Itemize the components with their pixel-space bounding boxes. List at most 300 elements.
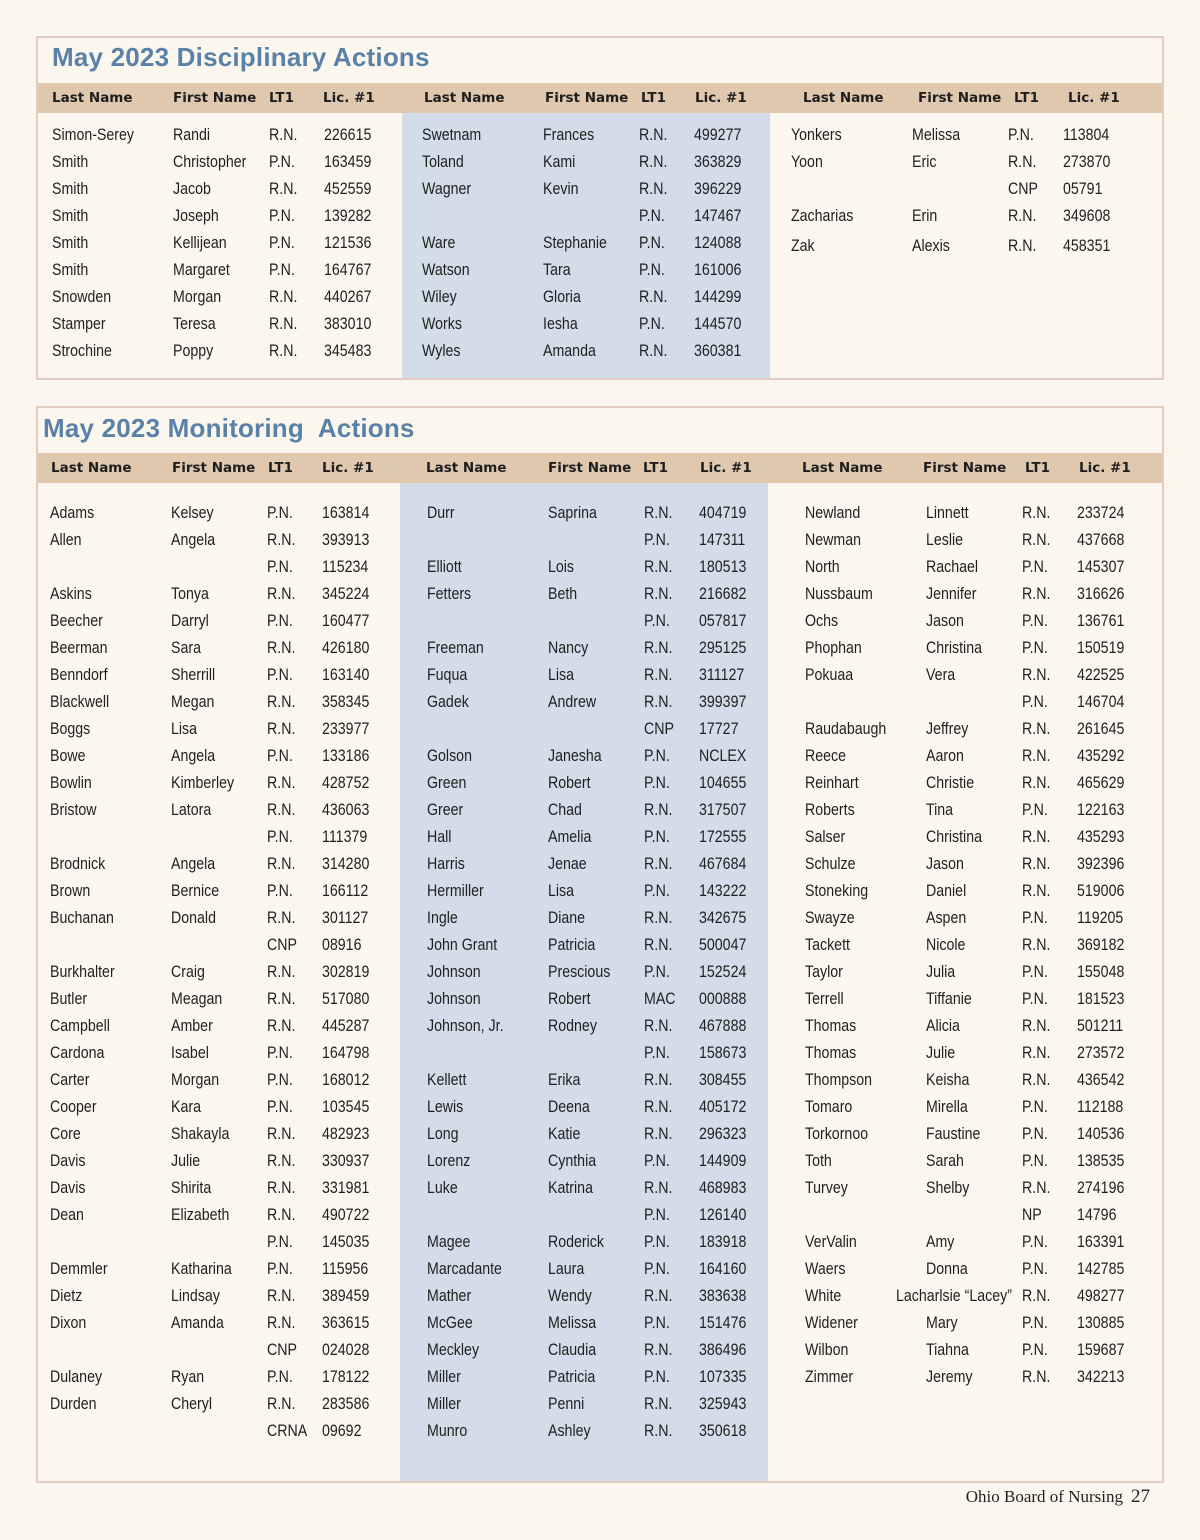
first-name: Leslie	[926, 531, 964, 549]
license-number: 138535	[1077, 1152, 1125, 1170]
license-number: 164160	[699, 1260, 747, 1278]
table-row	[791, 176, 1151, 203]
license-type: R.N.	[639, 180, 668, 198]
header-lic: Lic. #1	[1068, 90, 1120, 106]
license-type: R.N.	[639, 342, 668, 360]
first-name: Darryl	[171, 612, 209, 630]
table-row	[52, 122, 412, 149]
license-number: 468983	[699, 1179, 747, 1197]
license-type: CNP	[267, 1341, 297, 1359]
table-row	[427, 1202, 787, 1229]
last-name: Brown	[50, 882, 91, 900]
first-name: Erika	[548, 1071, 581, 1089]
license-number: 273870	[1063, 153, 1111, 171]
license-number: 166112	[322, 882, 369, 900]
license-type: P.N.	[269, 261, 295, 279]
first-name: Randi	[173, 126, 211, 144]
table-row	[422, 257, 782, 284]
license-type: R.N.	[1022, 666, 1051, 684]
header-first-name: First Name	[545, 90, 629, 106]
license-number: 161006	[694, 261, 742, 279]
last-name: Simon-Serey	[52, 126, 135, 144]
license-type: P.N.	[269, 153, 295, 171]
license-type: P.N.	[644, 1152, 670, 1170]
first-name: Katrina	[548, 1179, 593, 1197]
license-number: 126140	[699, 1206, 747, 1224]
license-number: 147467	[694, 207, 742, 225]
first-name: Donald	[171, 909, 216, 927]
last-name: Wagner	[422, 180, 472, 198]
first-name: Amanda	[543, 342, 596, 360]
header-lic: Lic. #1	[700, 460, 752, 476]
license-type: R.N.	[1022, 774, 1051, 792]
first-name: Tonya	[171, 585, 209, 603]
license-type: P.N.	[1022, 1341, 1048, 1359]
license-type: P.N.	[644, 1368, 670, 1386]
last-name: Green	[427, 774, 467, 792]
license-number: 05791	[1063, 180, 1103, 198]
first-name: Amanda	[171, 1314, 224, 1332]
table-row	[50, 1283, 410, 1310]
license-type: R.N.	[644, 693, 673, 711]
license-type: P.N.	[267, 612, 293, 630]
license-number: 147311	[699, 531, 746, 549]
last-name: Hall	[427, 828, 452, 846]
table-row	[805, 1013, 1165, 1040]
last-name: Dean	[50, 1206, 84, 1224]
table-row	[805, 500, 1165, 527]
license-number: 159687	[1077, 1341, 1125, 1359]
last-name: Marcadante	[427, 1260, 502, 1278]
publisher-name: Ohio Board of Nursing	[965, 1487, 1123, 1506]
first-name: Nancy	[548, 639, 589, 657]
table-row	[52, 230, 412, 257]
first-name: Jeffrey	[926, 720, 969, 738]
monitoring-actions-section	[36, 406, 1164, 1483]
first-name: Morgan	[171, 1071, 220, 1089]
license-number: 226615	[324, 126, 372, 144]
license-type: R.N.	[269, 126, 298, 144]
table-row	[427, 1310, 787, 1337]
license-type: P.N.	[639, 315, 665, 333]
first-name: Poppy	[173, 342, 214, 360]
first-name: Laura	[548, 1260, 585, 1278]
license-type: P.N.	[1022, 990, 1048, 1008]
license-number: 180513	[699, 558, 747, 576]
license-number: 160477	[322, 612, 370, 630]
last-name: Zak	[791, 237, 815, 255]
last-name: Taylor	[805, 963, 843, 981]
table-row	[50, 1256, 410, 1283]
license-type: R.N.	[267, 531, 296, 549]
license-number: 164798	[322, 1044, 370, 1062]
license-number: 155048	[1077, 963, 1125, 981]
last-name: Miller	[427, 1395, 461, 1413]
last-name: Davis	[50, 1179, 86, 1197]
first-name: Shirita	[171, 1179, 212, 1197]
table-row	[50, 932, 410, 959]
license-number: 396229	[694, 180, 742, 198]
table-row	[805, 1364, 1165, 1391]
table-row	[427, 716, 787, 743]
license-number: 124088	[694, 234, 742, 252]
table-row	[427, 635, 787, 662]
license-type: P.N.	[1022, 963, 1048, 981]
last-name: Nussbaum	[805, 585, 873, 603]
license-type: P.N.	[267, 828, 293, 846]
license-type: R.N.	[269, 288, 298, 306]
first-name: Latora	[171, 801, 212, 819]
license-number: 358345	[322, 693, 370, 711]
table-row	[805, 1202, 1165, 1229]
first-name: Sherrill	[171, 666, 216, 684]
table-row	[427, 824, 787, 851]
license-number: 445287	[322, 1017, 370, 1035]
first-name: Vera	[926, 666, 956, 684]
table-row	[427, 581, 787, 608]
table-row	[50, 1121, 410, 1148]
license-type: R.N.	[267, 909, 296, 927]
table-row	[805, 1040, 1165, 1067]
license-number: 345224	[322, 585, 370, 603]
license-number: 440267	[324, 288, 372, 306]
license-type: R.N.	[267, 990, 296, 1008]
license-type: P.N.	[1022, 909, 1048, 927]
table-row	[50, 554, 410, 581]
license-number: 274196	[1077, 1179, 1125, 1197]
license-number: 498277	[1077, 1287, 1125, 1305]
table-row	[422, 176, 782, 203]
license-number: 501211	[1077, 1017, 1124, 1035]
last-name: Zacharias	[791, 207, 854, 225]
table-row	[427, 527, 787, 554]
license-number: 436542	[1077, 1071, 1125, 1089]
license-type: R.N.	[639, 153, 668, 171]
first-name: Chad	[548, 801, 582, 819]
disciplinary-header-row	[38, 83, 1162, 113]
table-row	[52, 311, 412, 338]
license-number: 133186	[322, 747, 370, 765]
last-name: Newland	[805, 504, 861, 522]
last-name: Terrell	[805, 990, 844, 1008]
last-name: Burkhalter	[50, 963, 115, 981]
table-row	[52, 257, 412, 284]
header-lt1: LT1	[268, 460, 293, 476]
license-number: 435292	[1077, 747, 1125, 765]
license-type: R.N.	[267, 774, 296, 792]
license-type: P.N.	[267, 1044, 293, 1062]
license-number: 163814	[322, 504, 370, 522]
header-lic: Lic. #1	[323, 90, 375, 106]
license-number: 360381	[694, 342, 742, 360]
last-name: Johnson	[427, 963, 481, 981]
last-name: Dixon	[50, 1314, 87, 1332]
license-type: NP	[1022, 1206, 1042, 1224]
last-name: Carter	[50, 1071, 90, 1089]
table-row	[422, 338, 782, 365]
last-name: Watson	[422, 261, 470, 279]
header-lt1: LT1	[641, 90, 666, 106]
license-type: P.N.	[267, 666, 293, 684]
first-name: Penni	[548, 1395, 585, 1413]
license-type: P.N.	[644, 963, 670, 981]
license-number: 261645	[1077, 720, 1125, 738]
table-row	[805, 1094, 1165, 1121]
last-name: Tackett	[805, 936, 850, 954]
last-name: Newman	[805, 531, 861, 549]
table-row	[805, 689, 1165, 716]
license-type: R.N.	[644, 1098, 673, 1116]
license-number: 140536	[1077, 1125, 1125, 1143]
first-name: Rachael	[926, 558, 979, 576]
last-name: Gadek	[427, 693, 469, 711]
license-number: 435293	[1077, 828, 1125, 846]
table-row	[805, 1229, 1165, 1256]
license-number: 172555	[699, 828, 747, 846]
first-name: Lisa	[548, 882, 575, 900]
license-type: R.N.	[1022, 720, 1051, 738]
first-name: Julia	[926, 963, 956, 981]
first-name: Linnett	[926, 504, 969, 522]
first-name: Beth	[548, 585, 578, 603]
first-name: Christina	[926, 639, 982, 657]
header-first-name: First Name	[918, 90, 1002, 106]
table-row	[805, 581, 1165, 608]
license-number: 142785	[1077, 1260, 1125, 1278]
license-type: P.N.	[644, 1044, 670, 1062]
license-type: R.N.	[267, 1314, 296, 1332]
last-name: Thomas	[805, 1044, 857, 1062]
table-row	[805, 905, 1165, 932]
license-number: 490722	[322, 1206, 370, 1224]
last-name: Wiley	[422, 288, 457, 306]
last-name: Swayze	[805, 909, 855, 927]
license-number: 000888	[699, 990, 747, 1008]
table-row	[791, 203, 1151, 230]
table-row	[427, 554, 787, 581]
first-name: Erin	[912, 207, 938, 225]
license-number: 393913	[322, 531, 370, 549]
license-type: R.N.	[639, 126, 668, 144]
first-name: Alexis	[912, 237, 950, 255]
license-number: 143222	[699, 882, 747, 900]
license-type: R.N.	[644, 1287, 673, 1305]
last-name: Golson	[427, 747, 472, 765]
license-number: 383638	[699, 1287, 747, 1305]
license-type: R.N.	[267, 1017, 296, 1035]
first-name: Frances	[543, 126, 595, 144]
table-row	[427, 1229, 787, 1256]
last-name: Roberts	[805, 801, 855, 819]
table-row	[50, 689, 410, 716]
license-type: R.N.	[1022, 531, 1051, 549]
license-type: R.N.	[1022, 1179, 1051, 1197]
last-name: Wyles	[422, 342, 461, 360]
license-number: 145035	[322, 1233, 370, 1251]
table-row	[427, 1094, 787, 1121]
license-type: P.N.	[1022, 1098, 1048, 1116]
license-number: 139282	[324, 207, 372, 225]
header-first-name: First Name	[548, 460, 632, 476]
license-number: 517080	[322, 990, 370, 1008]
license-type: R.N.	[1022, 1044, 1051, 1062]
last-name: Snowden	[52, 288, 112, 306]
table-row	[50, 1310, 410, 1337]
license-number: 331981	[322, 1179, 370, 1197]
license-number: 392396	[1077, 855, 1125, 873]
first-name: Patricia	[548, 936, 596, 954]
last-name: Durr	[427, 504, 455, 522]
license-number: 178122	[322, 1368, 370, 1386]
license-number: 103545	[322, 1098, 370, 1116]
last-name: McGee	[427, 1314, 473, 1332]
header-lt1: LT1	[1014, 90, 1039, 106]
license-number: 115234	[322, 558, 369, 576]
license-number: 09692	[322, 1422, 362, 1440]
table-row	[50, 851, 410, 878]
header-last-name: Last Name	[803, 90, 884, 106]
table-row	[427, 1040, 787, 1067]
license-number: 467888	[699, 1017, 747, 1035]
license-number: 296323	[699, 1125, 747, 1143]
first-name: Roderick	[548, 1233, 604, 1251]
table-row	[427, 878, 787, 905]
last-name: Campbell	[50, 1017, 110, 1035]
table-row	[52, 203, 412, 230]
first-name: Keisha	[926, 1071, 970, 1089]
table-row	[427, 1391, 787, 1418]
monitoring-title: May 2023 Monitoring Actions	[43, 413, 415, 443]
license-type: R.N.	[644, 1422, 673, 1440]
header-last-name: Last Name	[426, 460, 507, 476]
table-row	[427, 1121, 787, 1148]
first-name: Jeremy	[926, 1368, 973, 1386]
license-number: 130885	[1077, 1314, 1125, 1332]
license-type: R.N.	[267, 1179, 296, 1197]
license-number: 428752	[322, 774, 370, 792]
license-type: R.N.	[1022, 1368, 1051, 1386]
last-name: Salser	[805, 828, 846, 846]
license-number: 437668	[1077, 531, 1125, 549]
last-name: Smith	[52, 234, 89, 252]
first-name: Cheryl	[171, 1395, 213, 1413]
last-name: Widener	[805, 1314, 858, 1332]
license-number: 458351	[1063, 237, 1111, 255]
first-name: Andrew	[548, 693, 597, 711]
table-row	[50, 1364, 410, 1391]
table-row	[427, 743, 787, 770]
first-name: Lisa	[548, 666, 575, 684]
first-name: Nicole	[926, 936, 966, 954]
first-name: Amber	[171, 1017, 213, 1035]
last-name: Smith	[52, 180, 89, 198]
first-name: Joseph	[173, 207, 219, 225]
last-name: Bowe	[50, 747, 86, 765]
first-name: Aaron	[926, 747, 964, 765]
table-row	[50, 608, 410, 635]
first-name: Amelia	[548, 828, 592, 846]
first-name: Mirella	[926, 1098, 968, 1116]
last-name: Strochine	[52, 342, 112, 360]
license-type: R.N.	[1022, 1071, 1051, 1089]
last-name: Stoneking	[805, 882, 869, 900]
first-name: Julie	[171, 1152, 201, 1170]
license-type: R.N.	[267, 693, 296, 711]
license-number: 345483	[324, 342, 372, 360]
license-type: R.N.	[644, 558, 673, 576]
last-name: Smith	[52, 153, 89, 171]
license-type: R.N.	[267, 1395, 296, 1413]
license-type: R.N.	[267, 1125, 296, 1143]
table-row	[791, 233, 1151, 260]
first-name: Lacharlsie “Lacey”	[896, 1287, 1012, 1305]
license-number: 121536	[324, 234, 372, 252]
last-name: Works	[422, 315, 462, 333]
first-name: Mary	[926, 1314, 958, 1332]
table-row	[805, 554, 1165, 581]
table-row	[805, 1283, 1165, 1310]
license-number: 426180	[322, 639, 370, 657]
page-number: 27	[1131, 1486, 1150, 1507]
license-number: 422525	[1077, 666, 1125, 684]
last-name: Davis	[50, 1152, 86, 1170]
first-name: Iesha	[543, 315, 578, 333]
table-row	[805, 986, 1165, 1013]
first-name: Megan	[171, 693, 215, 711]
first-name: Robert	[548, 990, 591, 1008]
last-name: Core	[50, 1125, 81, 1143]
page-footer	[966, 1486, 1150, 1508]
table-row	[50, 1175, 410, 1202]
license-number: 302819	[322, 963, 370, 981]
first-name: Lisa	[171, 720, 198, 738]
license-number: 146704	[1077, 693, 1125, 711]
header-lt1: LT1	[643, 460, 668, 476]
header-last-name: Last Name	[51, 460, 132, 476]
license-type: R.N.	[267, 720, 296, 738]
header-last-name: Last Name	[52, 90, 133, 106]
table-row	[427, 851, 787, 878]
last-name: Durden	[50, 1395, 97, 1413]
table-row	[50, 878, 410, 905]
license-type: P.N.	[1022, 801, 1048, 819]
first-name: Alicia	[926, 1017, 960, 1035]
license-number: 144299	[694, 288, 742, 306]
last-name: Long	[427, 1125, 459, 1143]
last-name: Beerman	[50, 639, 108, 657]
first-name: Prescious	[548, 963, 611, 981]
last-name: Allen	[50, 531, 82, 549]
first-name: Kimberley	[171, 774, 235, 792]
license-number: 111379	[322, 828, 368, 846]
last-name: Cardona	[50, 1044, 105, 1062]
license-number: 107335	[699, 1368, 747, 1386]
license-type: P.N.	[639, 261, 665, 279]
table-row	[50, 1337, 410, 1364]
license-number: 311127	[699, 666, 745, 684]
table-row	[50, 1229, 410, 1256]
last-name: Hermiller	[427, 882, 484, 900]
license-number: 145307	[1077, 558, 1125, 576]
table-row	[50, 1013, 410, 1040]
last-name: Smith	[52, 261, 89, 279]
last-name: Dietz	[50, 1287, 83, 1305]
last-name: Beecher	[50, 612, 103, 630]
license-number: 482923	[322, 1125, 370, 1143]
first-name: Cynthia	[548, 1152, 597, 1170]
license-type: R.N.	[644, 639, 673, 657]
license-type: R.N.	[267, 1287, 296, 1305]
